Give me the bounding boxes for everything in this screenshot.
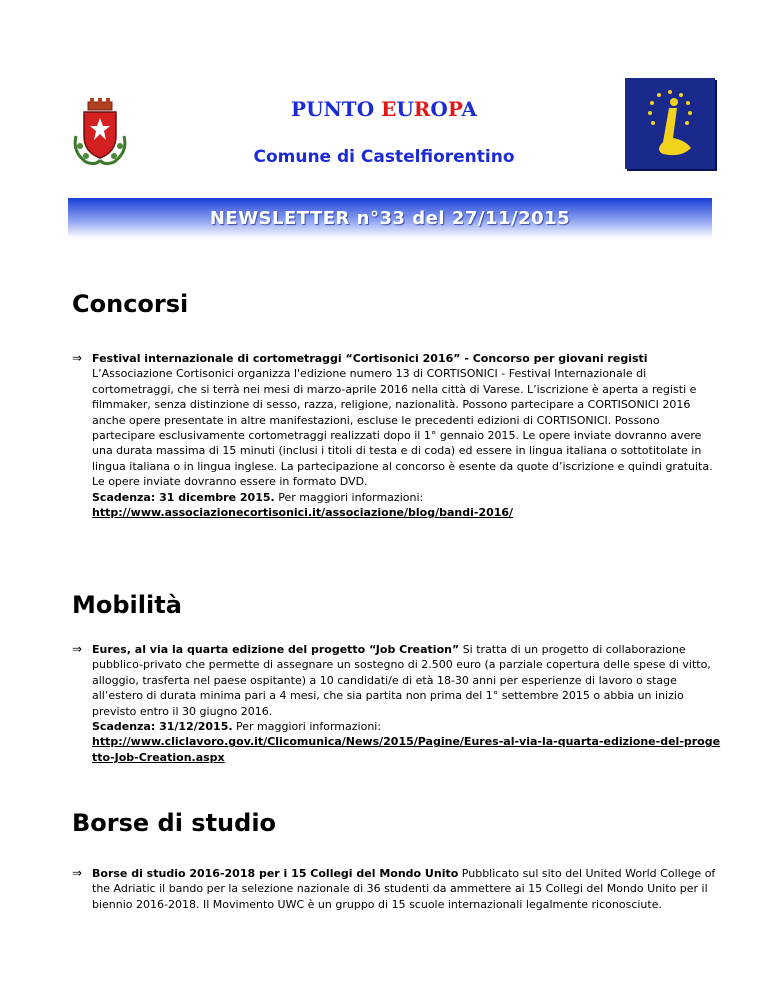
arrow-right-icon: ⇒ xyxy=(72,866,83,880)
section-title-borse-di-studio: Borse di studio xyxy=(72,809,277,837)
page-subtitle: Comune di Castelfiorentino xyxy=(253,147,515,167)
item-body: Si tratta di un progetto di collaborazione pubblico-privato che permette di assegnare un sostegno di 2.500 euro (a parziale copertura delle spese di vitto, alloggio, trasferta nel paese ospitante) a 10 candidati/e di età 18-30 anni per esperienze di lavoro o stage all’estero di durata minima pari a 4 mesi, che sia partita non prima del 1° settembre 2015 o abbia un inizio previsto entro il 30 giugno 2016. xyxy=(92,643,711,718)
list-item xyxy=(72,351,722,520)
newsletter-title: NEWSLETTER n°33 del 27/11/2015 xyxy=(209,207,571,229)
title-part: O xyxy=(430,97,448,121)
item-heading: Festival internazionale di cortometraggi “Cortisonici 2016” - Concorso per giovani registi xyxy=(92,352,648,365)
item-heading: Borse di studio 2016-2018 per i 15 Collegi del Mondo Unito xyxy=(92,867,459,880)
section-title-concorsi: Concorsi xyxy=(72,290,189,318)
arrow-right-icon: ⇒ xyxy=(72,642,83,656)
title-part: U xyxy=(396,97,414,121)
title-part: E xyxy=(381,97,397,121)
title-part: PUNTO xyxy=(291,97,382,121)
newsletter-banner xyxy=(68,198,712,238)
item-deadline: Scadenza: 31 dicembre 2015. xyxy=(92,490,275,504)
title-part: P xyxy=(447,97,462,121)
item-body: Pubblicato sul sito del United World College of the Adriatic il bando per la selezione nazionale di 36 studenti da ammettere ai 15 Collegi del Mondo Unito per il biennio 2016-2018. Il Movimento UWC è un gruppo di 15 scuole internazionali legalmente riconosciute. xyxy=(92,867,716,911)
list-item xyxy=(72,866,722,912)
page-title xyxy=(0,97,768,121)
list-item xyxy=(72,642,722,765)
section-title-mobilita: Mobilità xyxy=(72,591,182,619)
title-part: R xyxy=(413,97,431,121)
item-deadline: Scadenza: 31/12/2015. xyxy=(92,720,233,734)
title-part: A xyxy=(461,97,477,121)
item-info: Per maggiori informazioni: xyxy=(232,720,382,734)
item-body: L’Associazione Cortisonici organizza l'edizione numero 13 di CORTISONICI - Festival Internazionale di cortometraggi, che si terrà nei mesi di marzo-aprile 2016 nella città di Varese. L’iscrizione è aperta a registi e filmmaker, senza distinzione di sesso, razza, religione, nazionalità. Possono partecipare a CORTISONICI 2016 anche opere presentate in altre manifestazioni, escluse le precedenti edizioni di CORTISONICI. Possono partecipare esclusivamente cortometraggi realizzati dopo il 1° gennaio 2015. Le opere inviate dovranno avere una durata massima di 15 minuti (inclusi i titoli di testa e di coda) ed essere in lingua italiana o sottotitolate in lingua italiana o in lingua inglese. La partecipazione al concorso è esente da quote d’iscrizione e quindi gratuita. Le opere inviate dovranno essere in formato DVD. xyxy=(92,367,713,489)
arrow-right-icon: ⇒ xyxy=(72,351,83,365)
item-link[interactable]: http://www.associazionecortisonici.it/associazione/blog/bandi-2016/ xyxy=(92,506,514,520)
item-heading: Eures, al via la quarta edizione del progetto “Job Creation” xyxy=(92,643,460,656)
item-info: Per maggiori informazioni: xyxy=(274,490,424,504)
item-link[interactable]: http://www.cliclavoro.gov.it/Clicomunica/News/2015/Pagine/Eures-al-via-la-quarta-edizione-del-progetto-Job-Creation.aspx xyxy=(92,735,721,764)
